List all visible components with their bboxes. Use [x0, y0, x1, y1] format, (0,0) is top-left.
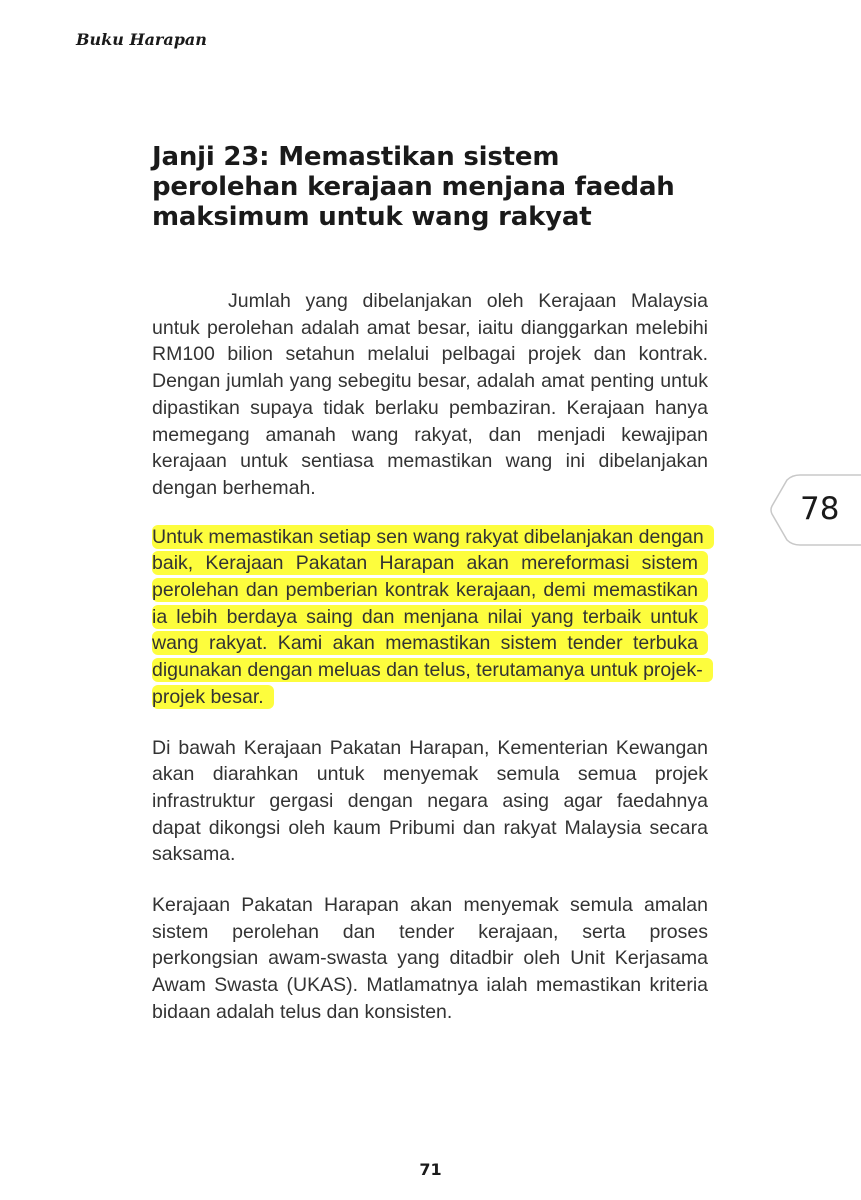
side-tab-number: 78 [800, 491, 840, 527]
running-header: Buku Harapan [76, 30, 207, 49]
side-page-tab [770, 474, 861, 546]
paragraph-4: Kerajaan Pakatan Harapan akan menyemak semula amalan sistem perolehan dan tender kerajaan, serta proses perkongsian awam-swasta yang ditadbir oleh Unit Kerjasama Awam Swasta (UKAS). Matlamatnya ialah memastikan kriteria bidaan adalah telus dan konsisten. [152, 894, 708, 1023]
paragraph-3: Di bawah Kerajaan Pakatan Harapan, Kementerian Kewangan akan diarahkan untuk menyemak semula semua projek infrastruktur gergasi dengan negara asing agar faedahnya dapat dikongsi oleh kaum Pribumi dan rakyat Malaysia secara saksama. [152, 736, 708, 866]
page-number: 71 [419, 1160, 442, 1179]
highlight-mark: Untuk memastikan setiap sen wang rakyat dibelanjakan dengan baik, Kerajaan Pakatan Harapan akan mereformasi sistem perolehan dan pemberian kontrak kerajaan, demi memastikan ia lebih berdaya saing dan menjana nilai yang terbaik untuk wang rakyat. Kami akan memastikan sistem tender terbuka digunakan dengan meluas dan telus, terutamanya untuk projek-projek besar. [152, 525, 714, 709]
paragraph-2-highlighted [152, 524, 708, 711]
paragraph-1: Jumlah yang dibelanjakan oleh Kerajaan Malaysia untuk perolehan adalah amat besar, iaitu dianggarkan melebihi RM100 bilion setahun melalui pelbagai projek dan kontrak. Dengan jumlah yang sebegitu besar, adalah amat penting untuk dipastikan supaya tidak berlaku pembaziran. Kerajaan hanya memegang amanah wang rakyat, dan menjadi kewajipan kerajaan untuk sentiasa memastikan wang ini dibelanjakan dengan berhemah. [152, 290, 708, 499]
body-text [152, 288, 708, 1050]
chapter-title: Janji 23: Memastikan sistem perolehan kerajaan menjana faedah maksimum untuk wang rakyat [152, 142, 675, 232]
